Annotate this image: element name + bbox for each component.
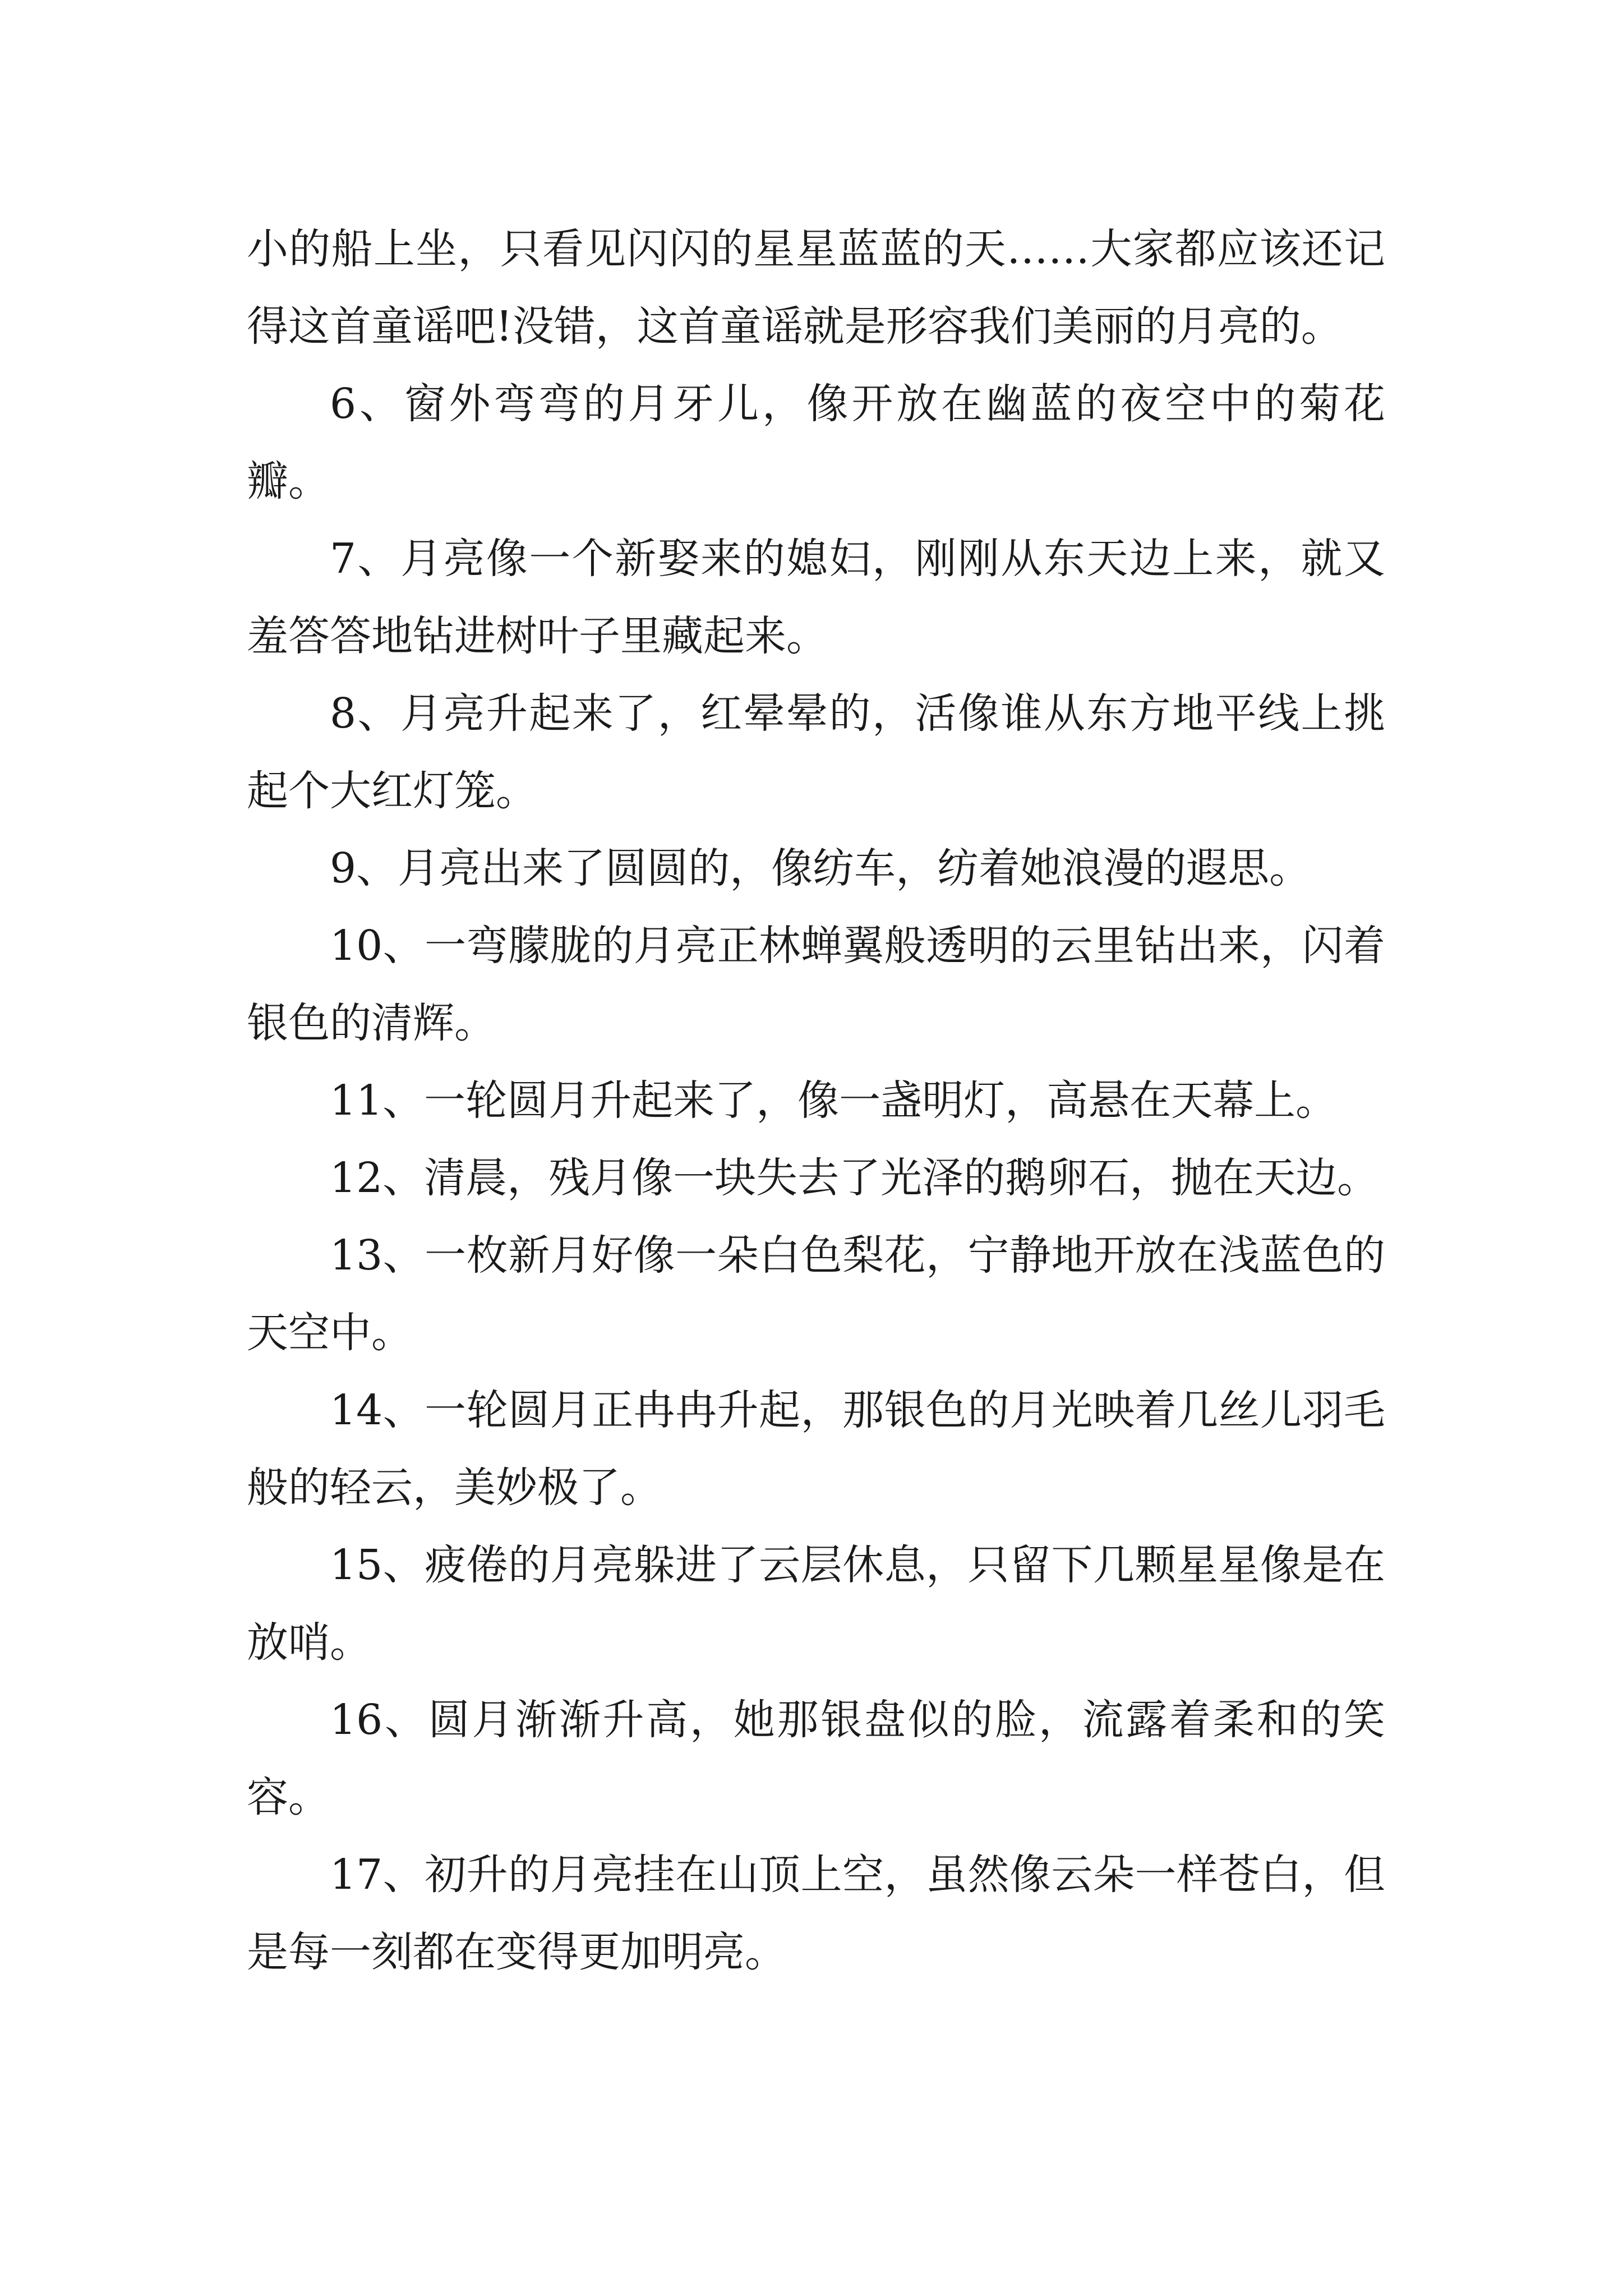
paragraph-item-7: 7、月亮像一个新娶来的媳妇，刚刚从东天边上来，就又羞答答地钻进树叶子里藏起来。 [247,535,1385,660]
paragraph-item-16: 16、圆月渐渐升高，她那银盘似的脸，流露着柔和的笑容。 [247,1696,1385,1821]
paragraph-item-10: 10、一弯朦胧的月亮正林蝉翼般透明的云里钻出来，闪着银色的清辉。 [247,922,1385,1047]
paragraph-continuation: 小的船上坐，只看见闪闪的星星蓝蓝的天……大家都应该还记得这首童谣吧!没错，这首童谣就是形容我们美丽的月亮的。 [247,225,1385,351]
paragraph-item-12: 12、清晨，残月像一块失去了光泽的鹅卵石，抛在天边。 [330,1154,1379,1202]
paragraph-item-6: 6、窗外弯弯的月牙儿，像开放在幽蓝的夜空中的菊花瓣。 [247,380,1385,505]
paragraph-item-9: 9、月亮出来了圆圆的，像纺车，纺着她浪漫的遐思。 [330,844,1311,892]
paragraph-item-8: 8、月亮升起来了，红晕晕的，活像谁从东方地平线上挑起个大红灯笼。 [247,689,1385,815]
paragraph-item-17: 17、初升的月亮挂在山顶上空，虽然像云朵一样苍白，但是每一刻都在变得更加明亮。 [247,1851,1385,1976]
paragraph-item-14: 14、一轮圆月正冉冉升起，那银色的月光映着几丝儿羽毛般的轻云，美妙极了。 [247,1386,1385,1512]
paragraph-item-15: 15、疲倦的月亮躲进了云层休息，只留下几颗星星像是在放哨。 [247,1541,1385,1667]
paragraph-item-13: 13、一枚新月好像一朵白色梨花，宁静地开放在浅蓝色的天空中。 [247,1231,1385,1357]
paragraph-item-11: 11、一轮圆月升起来了，像一盏明灯，高悬在天幕上。 [330,1076,1338,1125]
document-body [247,210,1385,1991]
